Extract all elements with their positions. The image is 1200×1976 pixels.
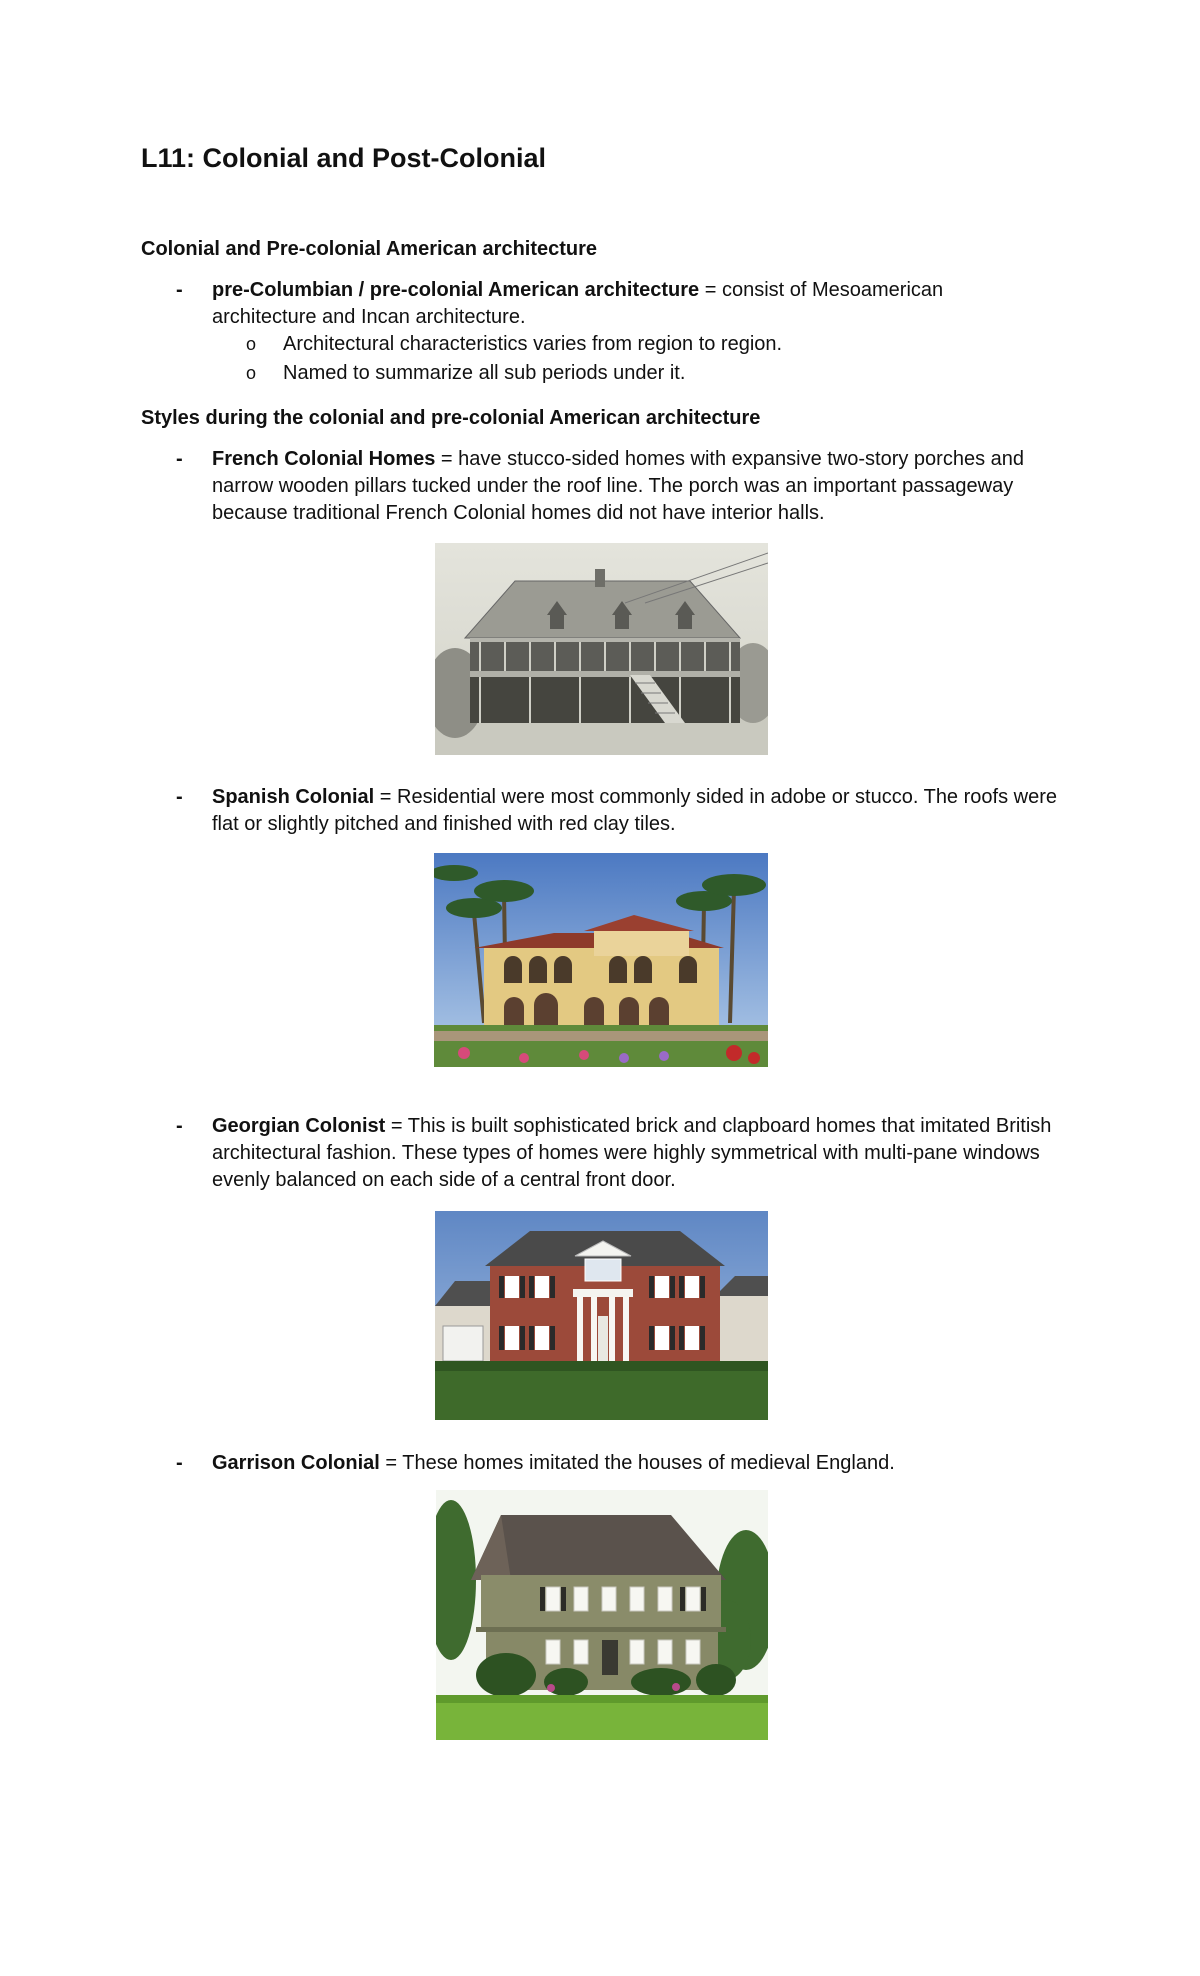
georgian-colonial-house-photo [435, 1211, 768, 1420]
term-garrison-colonial: Garrison Colonial [212, 1452, 380, 1474]
bullet-dash: - [176, 1115, 183, 1137]
style-spanish-colonial [212, 784, 1072, 838]
section-heading-styles: Styles during the colonial and pre-colonial American architecture [141, 407, 761, 429]
bullet-pre-columbian [212, 277, 1072, 331]
french-colonial-house-photo [435, 543, 768, 755]
bullet-text-line1: = consist of Mesoamerican [699, 279, 944, 301]
garrison-colonial-house-photo [436, 1490, 768, 1740]
sub-item-text: Architectural characteristics varies from region to region. [283, 333, 783, 355]
style-french-colonial [212, 446, 1072, 527]
term-georgian-colonist: Georgian Colonist [212, 1115, 386, 1137]
description-georgian-colonist: = This is built sophisticated brick and clapboard homes that imitated British architectural fashion. These types of homes were highly symmetrical with multi-pane windows evenly balanced on each side of a central front door. [212, 1115, 1052, 1191]
style-georgian-colonist [212, 1113, 1072, 1194]
description-french-colonial: = have stucco-sided homes with expansive two-story porches and narrow wooden pillars tucked under the roof line. The porch was an important passageway because traditional French Colonial homes did not have interior halls. [212, 448, 1025, 524]
bullet-dash: - [176, 448, 183, 470]
bullet-dash: - [176, 279, 183, 301]
description-garrison-colonial: = These homes imitated the houses of medieval England. [379, 1452, 895, 1474]
bullet-text-line2: architecture and Incan architecture. [212, 306, 526, 328]
spanish-colonial-house-photo [434, 853, 768, 1067]
page-title: L11: Colonial and Post-Colonial [141, 143, 547, 173]
term-spanish-colonial: Spanish Colonial [212, 786, 375, 808]
style-garrison-colonial [212, 1450, 1072, 1477]
description-spanish-colonial: = Residential were most commonly sided in adobe or stucco. The roofs were flat or slightly pitched and finished with red clay tiles. [212, 786, 1057, 835]
bullet-dash: - [176, 786, 183, 808]
bullet-dash: - [176, 1452, 183, 1474]
sub-item-text: Named to summarize all sub periods under it. [283, 362, 686, 384]
term-french-colonial: French Colonial Homes [212, 448, 436, 470]
sub-bullet-marker: o [246, 363, 257, 383]
section-heading-colonial: Colonial and Pre-colonial American architecture [141, 238, 598, 260]
term-pre-columbian: pre-Columbian / pre-colonial American architecture [212, 279, 700, 301]
sub-bullet-marker: o [246, 334, 257, 354]
